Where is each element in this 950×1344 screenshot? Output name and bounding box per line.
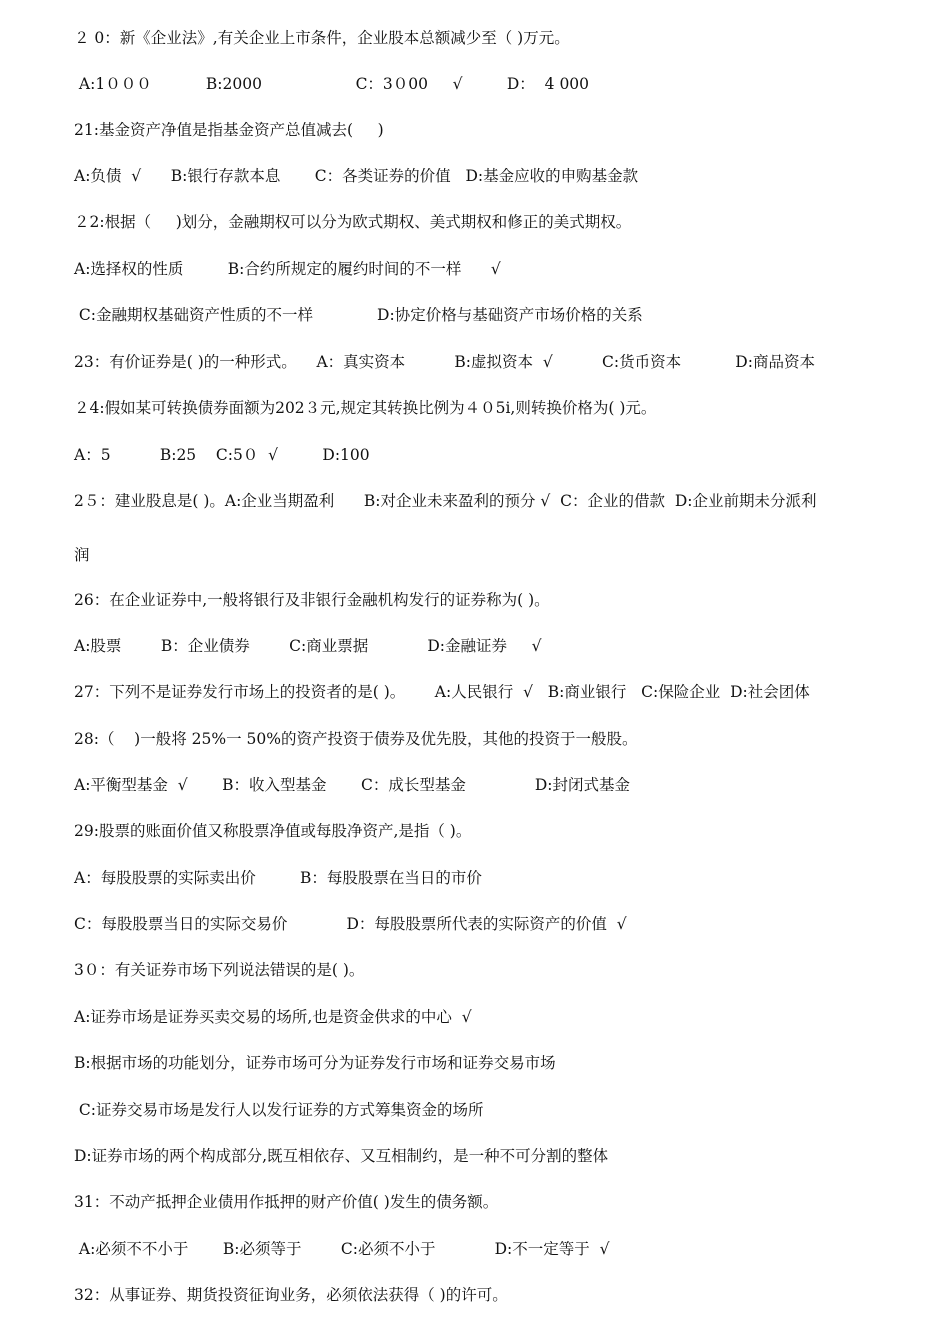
option-30-a: A:证券市场是证券买卖交易的场所,也是资金供求的中心 √ (74, 1008, 472, 1026)
question-27: 27：下列不是证券发行市场上的投资者的是( )。 A:人民银行 √ B:商业银行 C:保险企业 D:社会团体 (74, 683, 810, 701)
question-30: 3０：有关证券市场下列说法错误的是( )。 (74, 961, 365, 979)
options-29-a-b: A：每股股票的实际卖出价 B：每股股票在当日的市价 (74, 869, 482, 887)
option-30-d: D:证券市场的两个构成部分,既互相依存、又互相制约，是一种不可分割的整体 (74, 1147, 609, 1165)
options-24: A：5 B:25 C:5０ √ D:100 (74, 446, 370, 464)
options-26: A:股票 B：企业债券 C:商业票据 D:金融证券 √ (74, 637, 542, 655)
options-31: A:必须不不小于 B:必须等于 C:必须不小于 D:不一定等于 √ (74, 1240, 610, 1258)
question-25: 2５：建业股息是( )。A:企业当期盈利 B:对企业未来盈利的预分 √ C：企业的借款 D:企业前期未分派利 (74, 492, 817, 510)
options-22-c-d: C:金融期权基础资产性质的不一样 D:协定价格与基础资产市场价格的关系 (74, 306, 643, 324)
question-26: 26：在企业证券中,一般将银行及非银行金融机构发行的证券称为( )。 (74, 591, 550, 609)
options-22-a-b: A:选择权的性质 B:合约所规定的履约时间的不一样 √ (74, 260, 501, 278)
question-32: 32：从事证券、期货投资征询业务，必须依法获得（ )的许可。 (74, 1286, 508, 1304)
question-24: ２4:假如某可转换债券面额为202３元,规定其转换比例为４０5i,则转换价格为( )元。 (74, 399, 657, 417)
question-25-continued: 润 (74, 546, 90, 564)
question-20: ２ 0：新《企业法》,有关企业上市条件，企业股本总额减少至（ )万元。 (74, 29, 570, 47)
question-29: 29:股票的账面价值又称股票净值或每股净资产,是指（ )。 (74, 822, 472, 840)
question-31: 31：不动产抵押企业债用作抵押的财产价值( )发生的债务额。 (74, 1193, 499, 1211)
question-21: 21:基金资产净值是指基金资产总值减去( ) (74, 121, 384, 139)
option-30-c: C:证券交易市场是发行人以发行证券的方式筹集资金的场所 (74, 1101, 484, 1119)
option-30-b: B:根据市场的功能划分，证券市场可分为证券发行市场和证券交易市场 (74, 1054, 556, 1072)
options-21: A:负债 √ B:银行存款本息 C：各类证券的价值 D:基金应收的申购基金款 (74, 167, 639, 185)
question-23: 23：有价证券是( )的一种形式。 A：真实资本 B:虚拟资本 √ C:货币资本 D:商品资本 (74, 353, 815, 371)
question-28: 28:（ )一般将 25%一 50%的资产投资于债券及优先股，其他的投资于一般股。 (74, 730, 638, 748)
question-22: ２2:根据（ )划分，金融期权可以分为欧式期权、美式期权和修正的美式期权。 (74, 213, 632, 231)
options-29-c-d: C：每股股票当日的实际交易价 D：每股股票所代表的实际资产的价值 √ (74, 915, 627, 933)
options-20: A:1０００ B:2000 C：3０00 √ D： 4 000 (74, 75, 590, 93)
options-28: A:平衡型基金 √ B：收入型基金 C：成长型基金 D:封闭式基金 (74, 776, 631, 794)
